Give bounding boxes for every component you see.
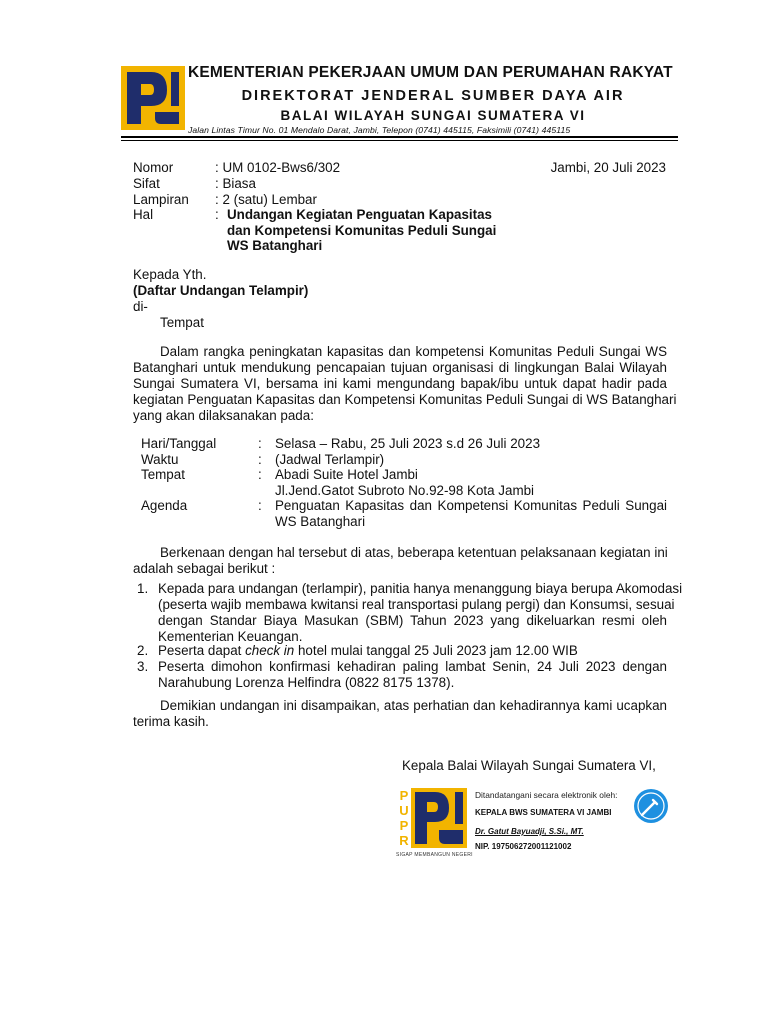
para1-line: Sungai Sumatera VI, bersama ini kami mengundang bapak/ibu untuk dapat hadir pada [133,376,667,391]
lampiran-value: : 2 (satu) Lembar [215,192,317,207]
closing-paragraph [133,698,667,730]
tempat-address: Jl.Jend.Gatot Subroto No.92-98 Kota Jambi [275,483,535,498]
recipient-name: (Daftar Undangan Telampir) [133,283,309,298]
list-number-1: 1. [137,581,149,596]
list-item-1 [158,581,683,645]
para2-line: Berkenaan dengan hal tersebut di atas, beberapa ketentuan pelaksanaan kegiatan ini [160,545,668,560]
list-number-3: 3. [137,659,149,674]
ministry-name: KEMENTERIAN PEKERJAAN UMUM DAN PERUMAHAN RAKYAT [188,64,673,81]
hari-colon: : [258,436,262,451]
waktu-value: (Jadwal Terlampir) [275,452,385,467]
hal-colon: : [215,207,219,222]
directorate-name: DIREKTORAT JENDERAL SUMBER DAYA AIR [241,88,625,104]
para1-line: kegiatan Penguatan Kapasitas dan Kompetensi Komunitas Peduli Sungai di WS Batanghari [133,392,677,407]
nomor-value: : UM 0102-Bws6/302 [215,160,341,175]
agenda-line-1: Penguatan Kapasitas dan Kompetensi Komunitas Peduli Sungai [275,498,667,513]
waktu-label: Waktu [141,452,179,467]
provisions-intro [133,545,667,577]
para1-line: yang akan dilaksanakan pada: [133,408,314,423]
list-item-line: dengan Standar Biaya Masukan (SBM) Tahun 2023 yang dikeluarkan resmi oleh [158,613,667,628]
sifat-value: : Biasa [215,176,256,191]
closing-line: Demikian undangan ini disampaikan, atas perhatian dan kehadirannya kami ucapkan [160,698,667,713]
tempat-label: Tempat [141,467,185,482]
signatory-position: KEPALA BWS SUMATERA VI JAMBI [475,808,612,817]
hal-line-1: Undangan Kegiatan Penguatan Kapasitas [227,207,492,222]
opening-paragraph [133,344,677,424]
pupr-tagline: SIGAP MEMBANGUN NEGERI [396,852,473,858]
e-signature-note: Ditandatangani secara elektronik oleh: [475,790,618,800]
nomor-label: Nomor [133,160,174,175]
tempat-colon: : [258,467,262,482]
signatory-name: Dr. Gatut Bayuadji, S.Si., MT. [475,827,584,836]
list-item-line: Kepada para undangan (terlampir), panitia hanya menanggung biaya berupa Akomodasi [158,581,683,596]
office-name: BALAI WILAYAH SUNGAI SUMATERA VI [280,108,586,123]
pupr-vertical-text: PUPR [399,788,409,848]
agenda-line-2: WS Batanghari [275,514,366,529]
pupr-logo [121,66,185,130]
para2-line: adalah sebagai berikut : [133,561,276,576]
closing-line: terima kasih. [133,714,209,729]
hari-value: Selasa – Rabu, 25 Juli 2023 s.d 26 Juli 2023 [275,436,541,451]
hal-line-2: dan Kompetensi Komunitas Peduli Sungai [227,223,497,238]
header-rule-thin [121,140,678,141]
para1-line: Dalam rangka peningkatan kapasitas dan kompetensi Komunitas Peduli Sungai WS [160,344,667,359]
office-address: Jalan Lintas Timur No. 01 Mendalo Darat, Jambi, Telepon (0741) 445115, Faksimili (0741) 445115 [188,125,571,135]
agenda-label: Agenda [141,498,188,513]
e-signature-seal-icon [633,788,669,824]
list-item-line: Narahubung Lorenza Helfindra (0822 8175 1378). [158,675,455,690]
agenda-colon: : [258,498,262,513]
sifat-label: Sifat [133,176,160,191]
hal-label: Hal [133,207,154,222]
list-number-2: 2. [137,643,149,658]
list-item-line: (peserta wajib membawa kwitansi real transportasi pulang pergi) dan Konsumsi, sesuai [158,597,675,612]
hal-line-3: WS Batanghari [227,238,323,253]
recipient-place: Tempat [160,315,204,330]
para1-line: Batanghari untuk mendukung pencapaian tujuan organisasi di lingkungan Balai Wilayah [133,360,667,375]
list-item-line: Peserta dimohon konfirmasi kehadiran paling lambat Senin, 24 Juli 2023 dengan [158,659,667,674]
letter-date: Jambi, 20 Juli 2023 [550,160,666,175]
list-item-3 [158,659,667,691]
list-item-line: Kementerian Keuangan. [158,629,303,644]
tempat-value: Abadi Suite Hotel Jambi [275,467,418,482]
hari-label: Hari/Tanggal [141,436,217,451]
list-item-2: Peserta dapat check in hotel mulai tanggal 25 Juli 2023 jam 12.00 WIB [158,643,578,658]
recipient-di: di- [133,299,148,314]
lampiran-label: Lampiran [133,192,189,207]
waktu-colon: : [258,452,262,467]
signatory-nip: NIP. 197506272001121002 [475,842,572,851]
greeting: Kepada Yth. [133,267,207,282]
header-rule-thick [121,136,678,138]
signatory-title: Kepala Balai Wilayah Sungai Sumatera VI, [402,758,656,773]
